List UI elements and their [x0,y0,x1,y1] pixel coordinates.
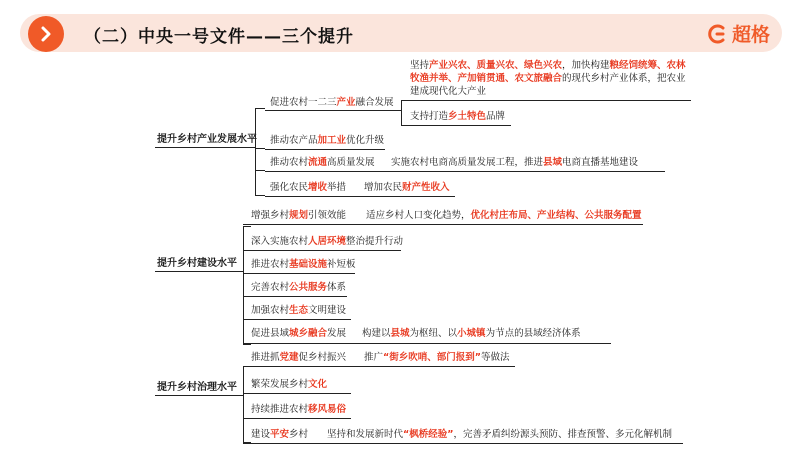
item-income: 强化农民增收举措 [270,182,347,193]
item-safety: 建设平安乡村 [251,429,309,440]
detail-line: 建成现代化大产业 [410,86,487,97]
item-infrastructure: 推进农村基础设施补短板 [251,259,356,270]
page-title: （二）中央一号文件——三个提升 [84,27,354,47]
item-ecology: 加强农村生态文明建设 [251,305,347,316]
detail-line: 构建以县城为枢纽、以小城镇为节点的县域经济体系 [362,328,581,339]
detail-line: 增加农民财产性收入 [364,182,450,193]
brand-name: 超格 [731,24,770,46]
item-living-environment: 深入实施农村人居环境整治提升行动 [251,236,404,247]
item-urban-rural: 促进县域城乡融合发展 [251,328,347,339]
item-party-building: 推进抓党建促乡村振兴 [251,352,347,363]
detail-line: 牧渔并举、产加销贯通、农文旅融合的现代乡村产业体系，把农业 [410,73,686,84]
section-title: 提升乡村产业发展水平 [157,134,257,145]
section-title: 提升乡村建设水平 [157,258,237,269]
item-planning: 增强乡村规划引领效能 [251,210,347,221]
item-public-services: 完善农村公共服务体系 [251,282,347,293]
item-industry-integration: 促进农村一二三产业融合发展 [270,97,394,108]
section-title: 提升乡村治理水平 [157,382,237,393]
detail-line: 实施农村电商高质量发展工程，推进县域电商直播基地建设 [391,157,639,168]
item-circulation: 推动农村流通高质量发展 [270,157,375,168]
item-customs: 持续推进农村移风易俗 [251,404,347,415]
detail-line: 坚持和发展新时代“枫桥经验”，完善矛盾纠纷源头预防、排查预警、多元化解机制 [327,429,673,440]
item-processing-upgrade: 推动农产品加工业优化升级 [270,135,385,146]
detail-line: 推广“街乡吹哨、部门报到”等做法 [364,352,510,363]
detail-line: 适应乡村人口变化趋势，优化村庄布局、产业结构、公共服务配置 [366,210,642,221]
detail-line: 坚持产业兴农、质量兴农、绿色兴农，加快构建粮经饲统筹、农林 [410,60,686,71]
item-culture: 繁荣发展乡村文化 [251,379,328,390]
detail-line: 支持打造乡土特色品牌 [410,111,506,122]
